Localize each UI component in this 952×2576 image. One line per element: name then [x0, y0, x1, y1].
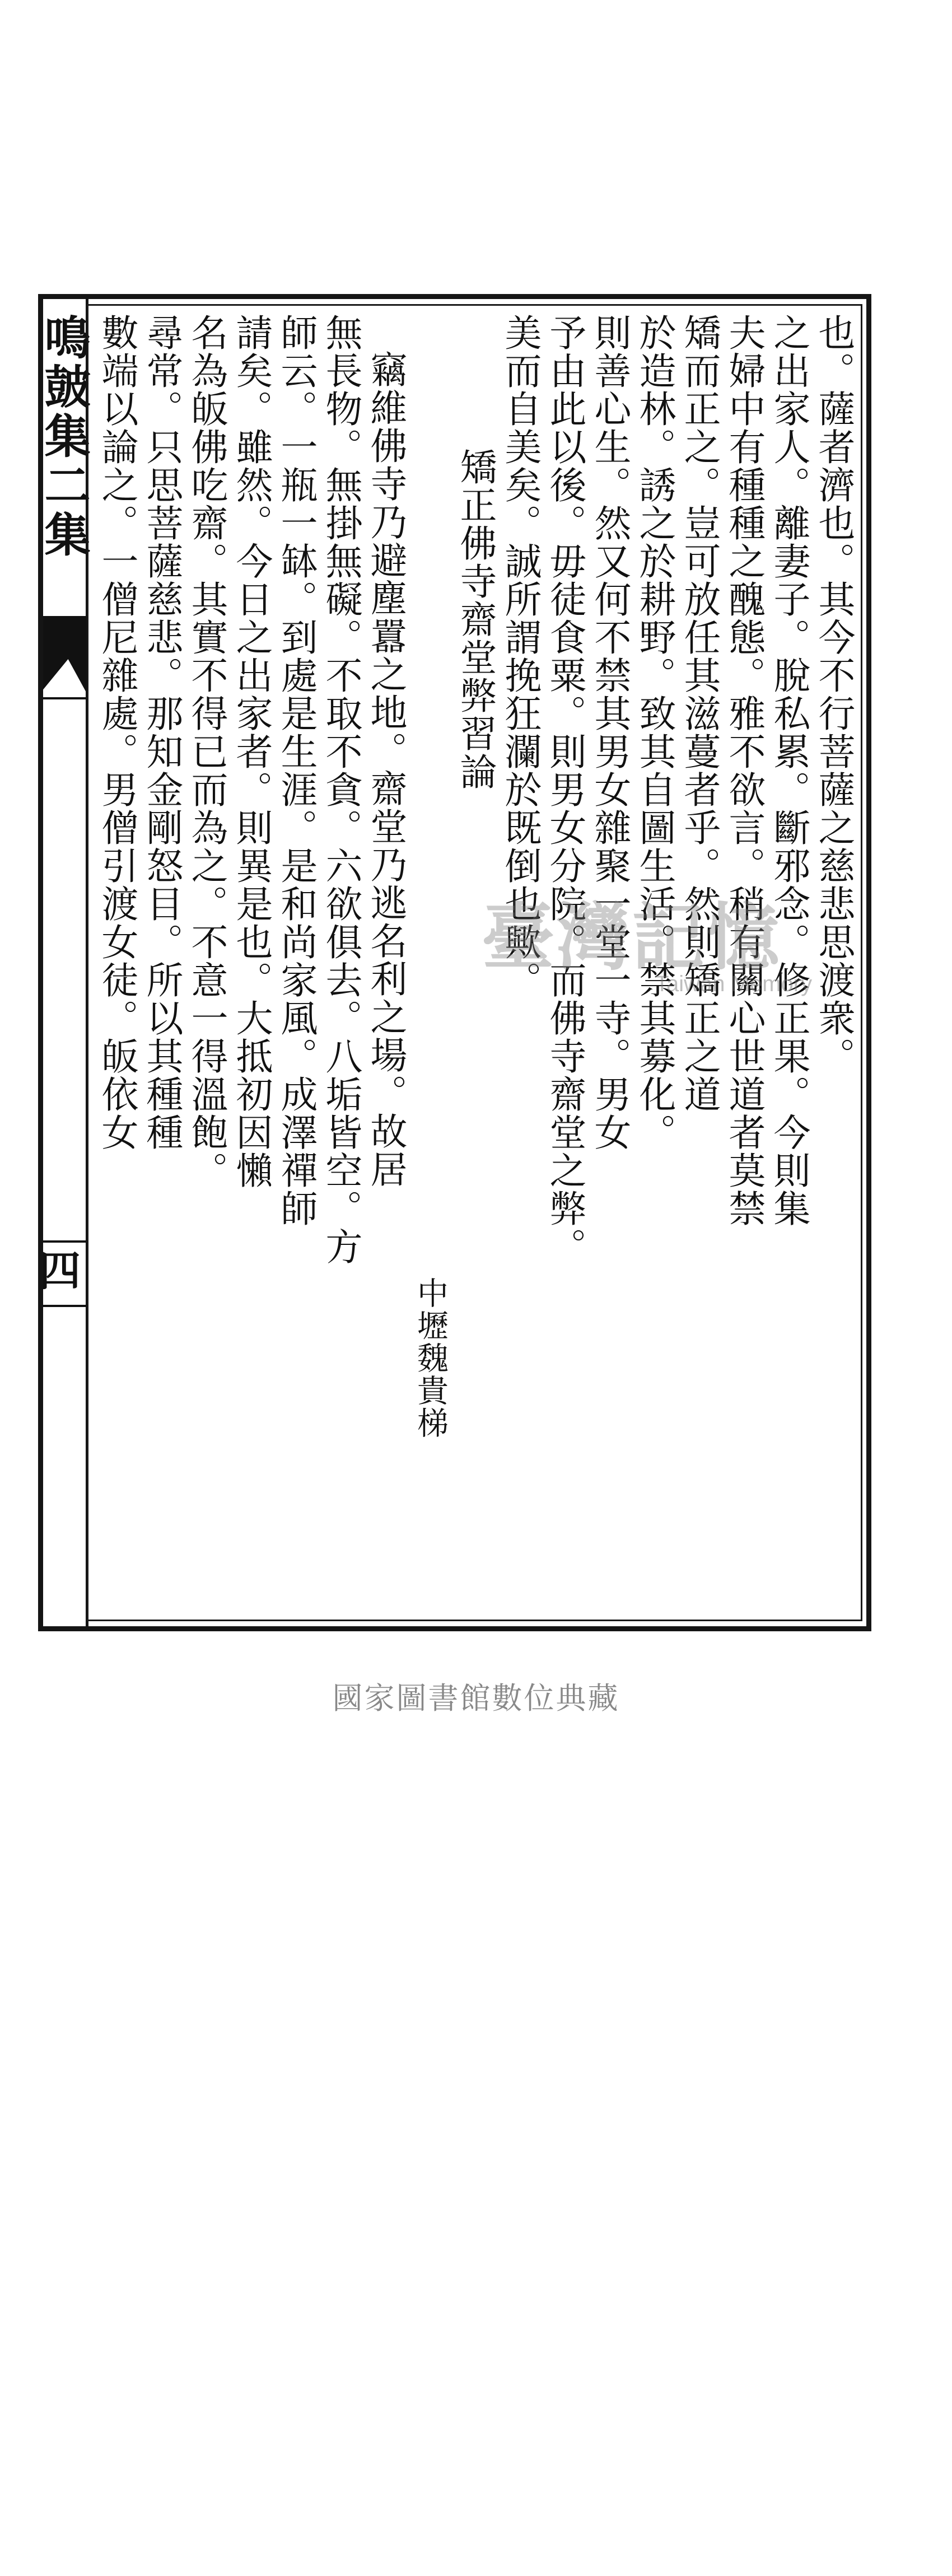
watermark-logo: 臺灣記憶: [482, 894, 782, 980]
text-column: 則善心生。然又何不禁其男女雜聚一堂一寺。男女: [588, 314, 631, 1151]
watermark-subtext: Taiwan Memory: [655, 972, 813, 996]
text-column: 師云。一瓶一缽。到處是生涯。是和尚家風。成澤禪師: [274, 314, 318, 1228]
text-column: 美而自美矣。誠所謂挽狂瀾於既倒也歟。: [498, 314, 542, 999]
text-column: 夫婦中有種種之醜態。雅不欲言。稍有關心世道者莫禁: [722, 314, 766, 1228]
page-number: 四: [32, 1249, 81, 1290]
book-title: 鳴皷集二集: [37, 314, 91, 560]
text-column: 予由此以後。毋徒食粟。則男女分院。而佛寺齋堂之弊。: [543, 314, 586, 1266]
text-column: 矯而正之。豈可放任其滋蔓者乎。然則矯正之道: [678, 314, 721, 1113]
text-column: 數端以論之。一僧尼雜處。男僧引渡女徒。皈依女: [95, 314, 138, 1151]
text-column: 無長物。無掛無礙。不取不貪。六欲俱去。八垢皆空。方: [319, 314, 362, 1266]
text-column: 於造林。誘之於耕野。致其自圖生活。禁其募化。: [633, 314, 676, 1151]
text-column: 竊維佛寺乃避塵囂之地。齋堂乃逃名利之場。故居: [364, 351, 407, 1188]
text-column: 名為皈佛吃齋。其實不得已而為之。不意一得溫飽。: [185, 314, 228, 1189]
text-column: 也。薩者濟也。其今不行菩薩之慈悲思渡衆。: [812, 314, 855, 1075]
text-column: 之出家人。離妻子。脫私累。斷邪念。修正果。今則集: [767, 314, 810, 1228]
source-footer: 國家圖書館數位典藏: [332, 1681, 620, 1716]
text-column: 尋常。只思菩薩慈悲。那知金剛怒目。所以其種種: [140, 314, 183, 1151]
essay-title: 矯正佛寺齋堂弊習論: [454, 448, 497, 791]
author: 中壢魏貴梯: [412, 1277, 449, 1439]
text-column: 請矣。雖然。今日之出家者。則異是也。大抵初因懶: [230, 314, 273, 1189]
